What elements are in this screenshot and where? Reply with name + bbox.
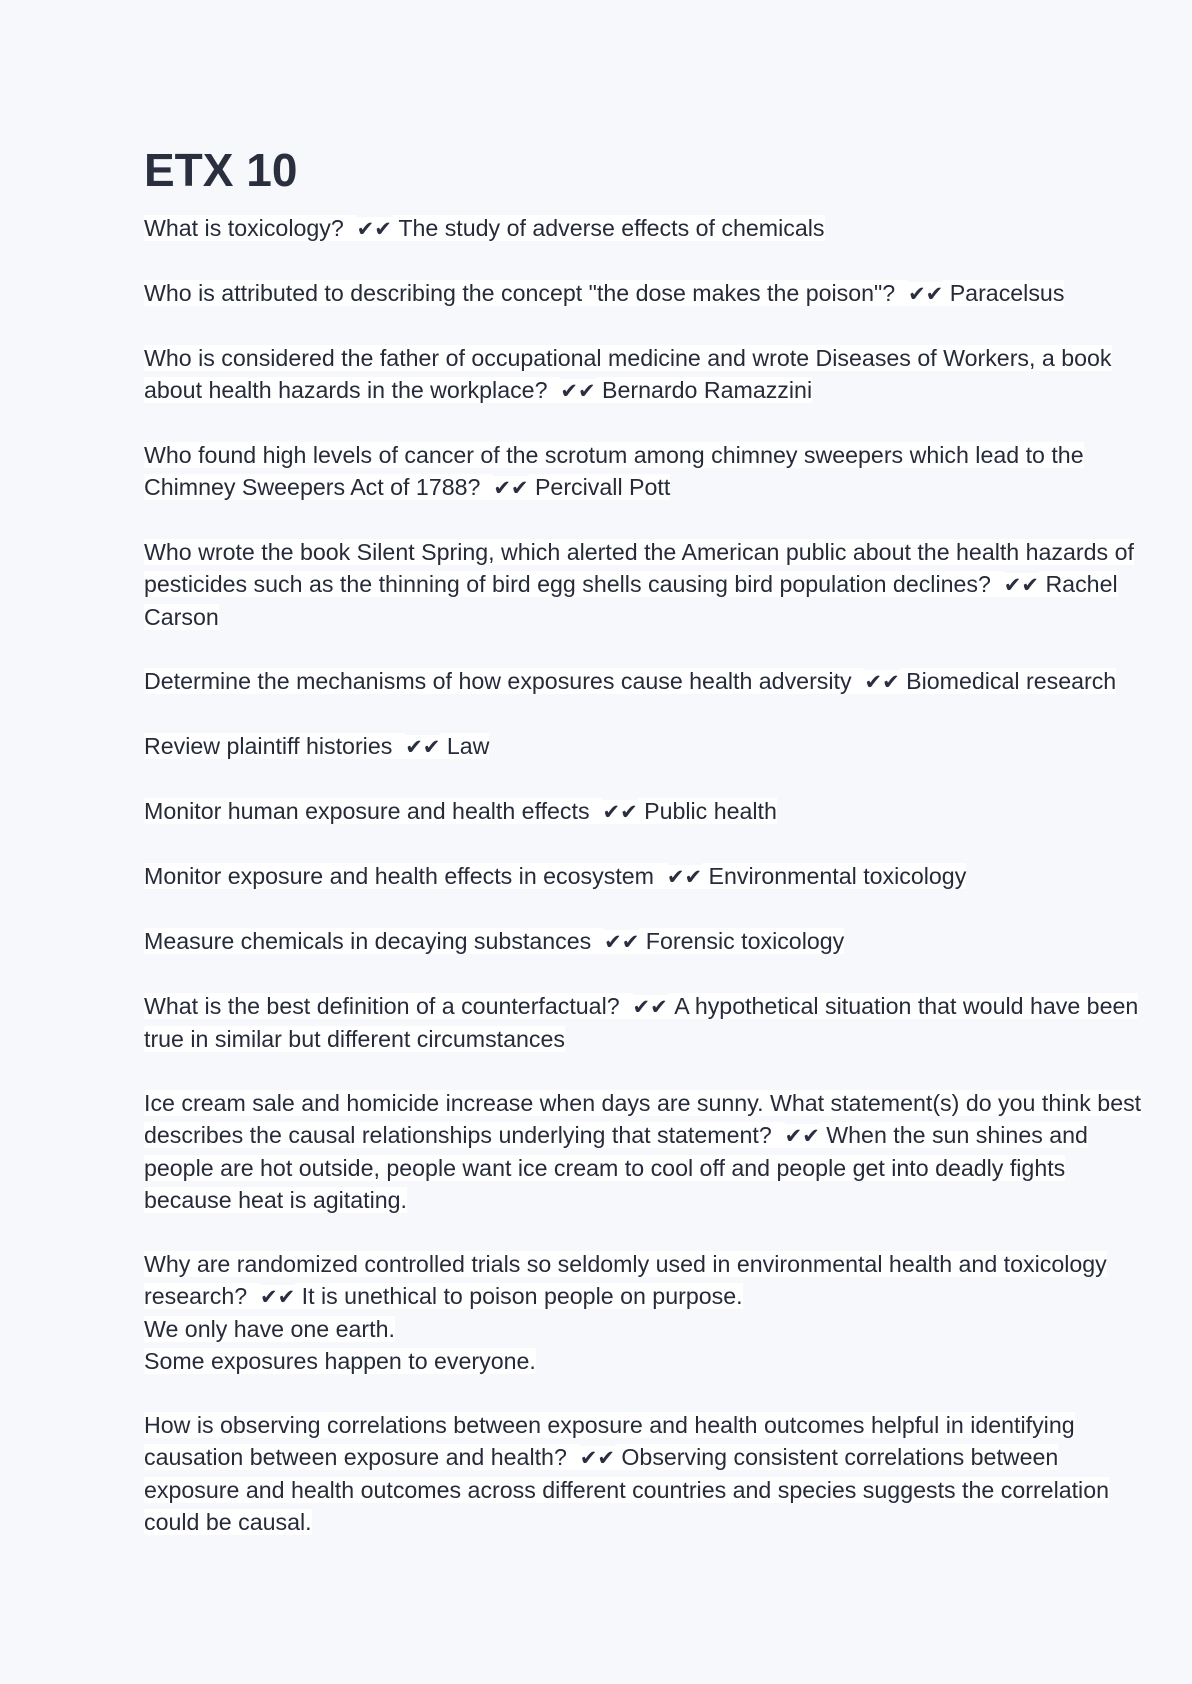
question-text: Who is considered the father of occupational medicine and wrote Diseases of Workers, a book about health hazards in the workplace? [144, 345, 1112, 403]
question-text: How is observing correlations between exposure and health outcomes helpful in identifying causation between exposure and health? [144, 1412, 1075, 1470]
answer-text: Some exposures happen to everyone. [144, 1348, 536, 1374]
answer-text: Paracelsus [949, 280, 1065, 306]
qa-item [144, 860, 1144, 893]
double-check-icon: ✔✔ [784, 1124, 820, 1148]
question-text: Who found high levels of cancer of the scrotum among chimney sweepers which lead to the Chimney Sweepers Act of 1788? [144, 442, 1084, 500]
question-text: Why are randomized controlled trials so seldomly used in environmental health and toxicology research? [144, 1251, 1107, 1309]
spacer [991, 571, 1004, 597]
spacer [943, 280, 949, 306]
qa-text [144, 536, 1144, 633]
question-text: What is toxicology? [144, 215, 344, 241]
question-text: Review plaintiff histories [144, 733, 393, 759]
spacer [590, 798, 603, 824]
double-check-icon: ✔✔ [405, 735, 441, 759]
spacer [654, 863, 667, 889]
qa-item [144, 1409, 1144, 1538]
qa-text [144, 990, 1144, 1055]
spacer [852, 668, 865, 694]
qa-text [144, 277, 1144, 310]
qa-item [144, 439, 1144, 504]
double-check-icon: ✔✔ [632, 995, 668, 1019]
answer-text: Biomedical research [906, 668, 1117, 694]
answer-text: Rachel Carson [144, 571, 1118, 630]
question-text: Determine the mechanisms of how exposures cause health adversity [144, 668, 852, 694]
double-check-icon: ✔✔ [260, 1285, 296, 1309]
answer-text: Environmental toxicology [708, 863, 967, 889]
qa-item [144, 212, 1144, 245]
answer-text: Observing consistent correlations between exposure and health outcomes across different countries and species suggests the correlation could be causal. [144, 1444, 1109, 1535]
qa-text [144, 730, 1144, 763]
double-check-icon: ✔✔ [864, 670, 900, 694]
answer-text: A hypothetical situation that would have been true in similar but different circumstances [144, 993, 1139, 1052]
question-text: Measure chemicals in decaying substances [144, 928, 592, 954]
double-check-icon: ✔✔ [602, 800, 638, 824]
qa-text [144, 665, 1144, 698]
spacer [620, 993, 633, 1019]
answer-text: When the sun shines and people are hot outside, people want ice cream to cool off and people get into deadly fights because heat is agitating. [144, 1122, 1088, 1213]
answer-text: Law [446, 733, 490, 759]
document-title: ETX 10 [144, 144, 298, 196]
spacer [440, 733, 446, 759]
spacer [547, 377, 560, 403]
double-check-icon: ✔✔ [604, 930, 640, 954]
spacer [529, 474, 535, 500]
double-check-icon: ✔✔ [560, 379, 596, 403]
qa-list [144, 212, 1144, 1538]
qa-item [144, 536, 1144, 633]
qa-item [144, 1087, 1144, 1216]
qa-text [144, 860, 1144, 893]
spacer [295, 1283, 301, 1309]
answer-text: Bernardo Ramazzini [602, 377, 813, 403]
question-text: Ice cream sale and homicide increase when days are sunny. What statement(s) do you think best describes the causal relationships underlying that statement? [144, 1090, 1142, 1148]
question-text: Who wrote the book Silent Spring, which alerted the American public about the health hazards of pesticides such as the thinning of bird egg shells causing bird population declines? [144, 539, 1134, 597]
qa-item [144, 730, 1144, 763]
spacer [344, 215, 357, 241]
qa-item [144, 665, 1144, 698]
qa-item [144, 342, 1144, 407]
spacer [591, 928, 604, 954]
qa-item [144, 1248, 1144, 1377]
spacer [895, 280, 908, 306]
spacer [392, 733, 405, 759]
spacer [702, 863, 708, 889]
qa-text [144, 1248, 1144, 1377]
spacer [567, 1444, 580, 1470]
question-text: Who is attributed to describing the concept "the dose makes the poison"? [144, 280, 896, 306]
spacer [480, 474, 493, 500]
double-check-icon: ✔✔ [908, 282, 944, 306]
qa-text [144, 212, 1144, 245]
answer-text: We only have one earth. [144, 1316, 395, 1342]
double-check-icon: ✔✔ [579, 1446, 615, 1470]
qa-text [144, 795, 1144, 828]
double-check-icon: ✔✔ [1003, 573, 1039, 597]
question-text: Monitor human exposure and health effects [144, 798, 590, 824]
answer-text: Percivall Pott [534, 474, 671, 500]
document-page [144, 140, 1144, 1538]
qa-item [144, 925, 1144, 958]
qa-text [144, 1087, 1144, 1216]
spacer [639, 928, 645, 954]
double-check-icon: ✔✔ [493, 476, 529, 500]
qa-text [144, 342, 1144, 407]
question-text: Monitor exposure and health effects in ecosystem [144, 863, 654, 889]
qa-item [144, 277, 1144, 310]
qa-text [144, 439, 1144, 504]
double-check-icon: ✔✔ [666, 865, 703, 889]
spacer [772, 1122, 785, 1148]
qa-item [144, 990, 1144, 1055]
double-check-icon: ✔✔ [356, 217, 392, 241]
qa-text [144, 925, 1144, 958]
answer-text: It is unethical to poison people on purpose. [301, 1283, 743, 1309]
question-text: What is the best definition of a counterfactual? [144, 993, 620, 1019]
qa-text [144, 1409, 1144, 1538]
spacer [247, 1283, 260, 1309]
answer-text: Forensic toxicology [645, 928, 845, 954]
qa-item [144, 795, 1144, 828]
answer-text: Public health [644, 798, 777, 824]
answer-text: The study of adverse effects of chemicals [398, 215, 825, 241]
